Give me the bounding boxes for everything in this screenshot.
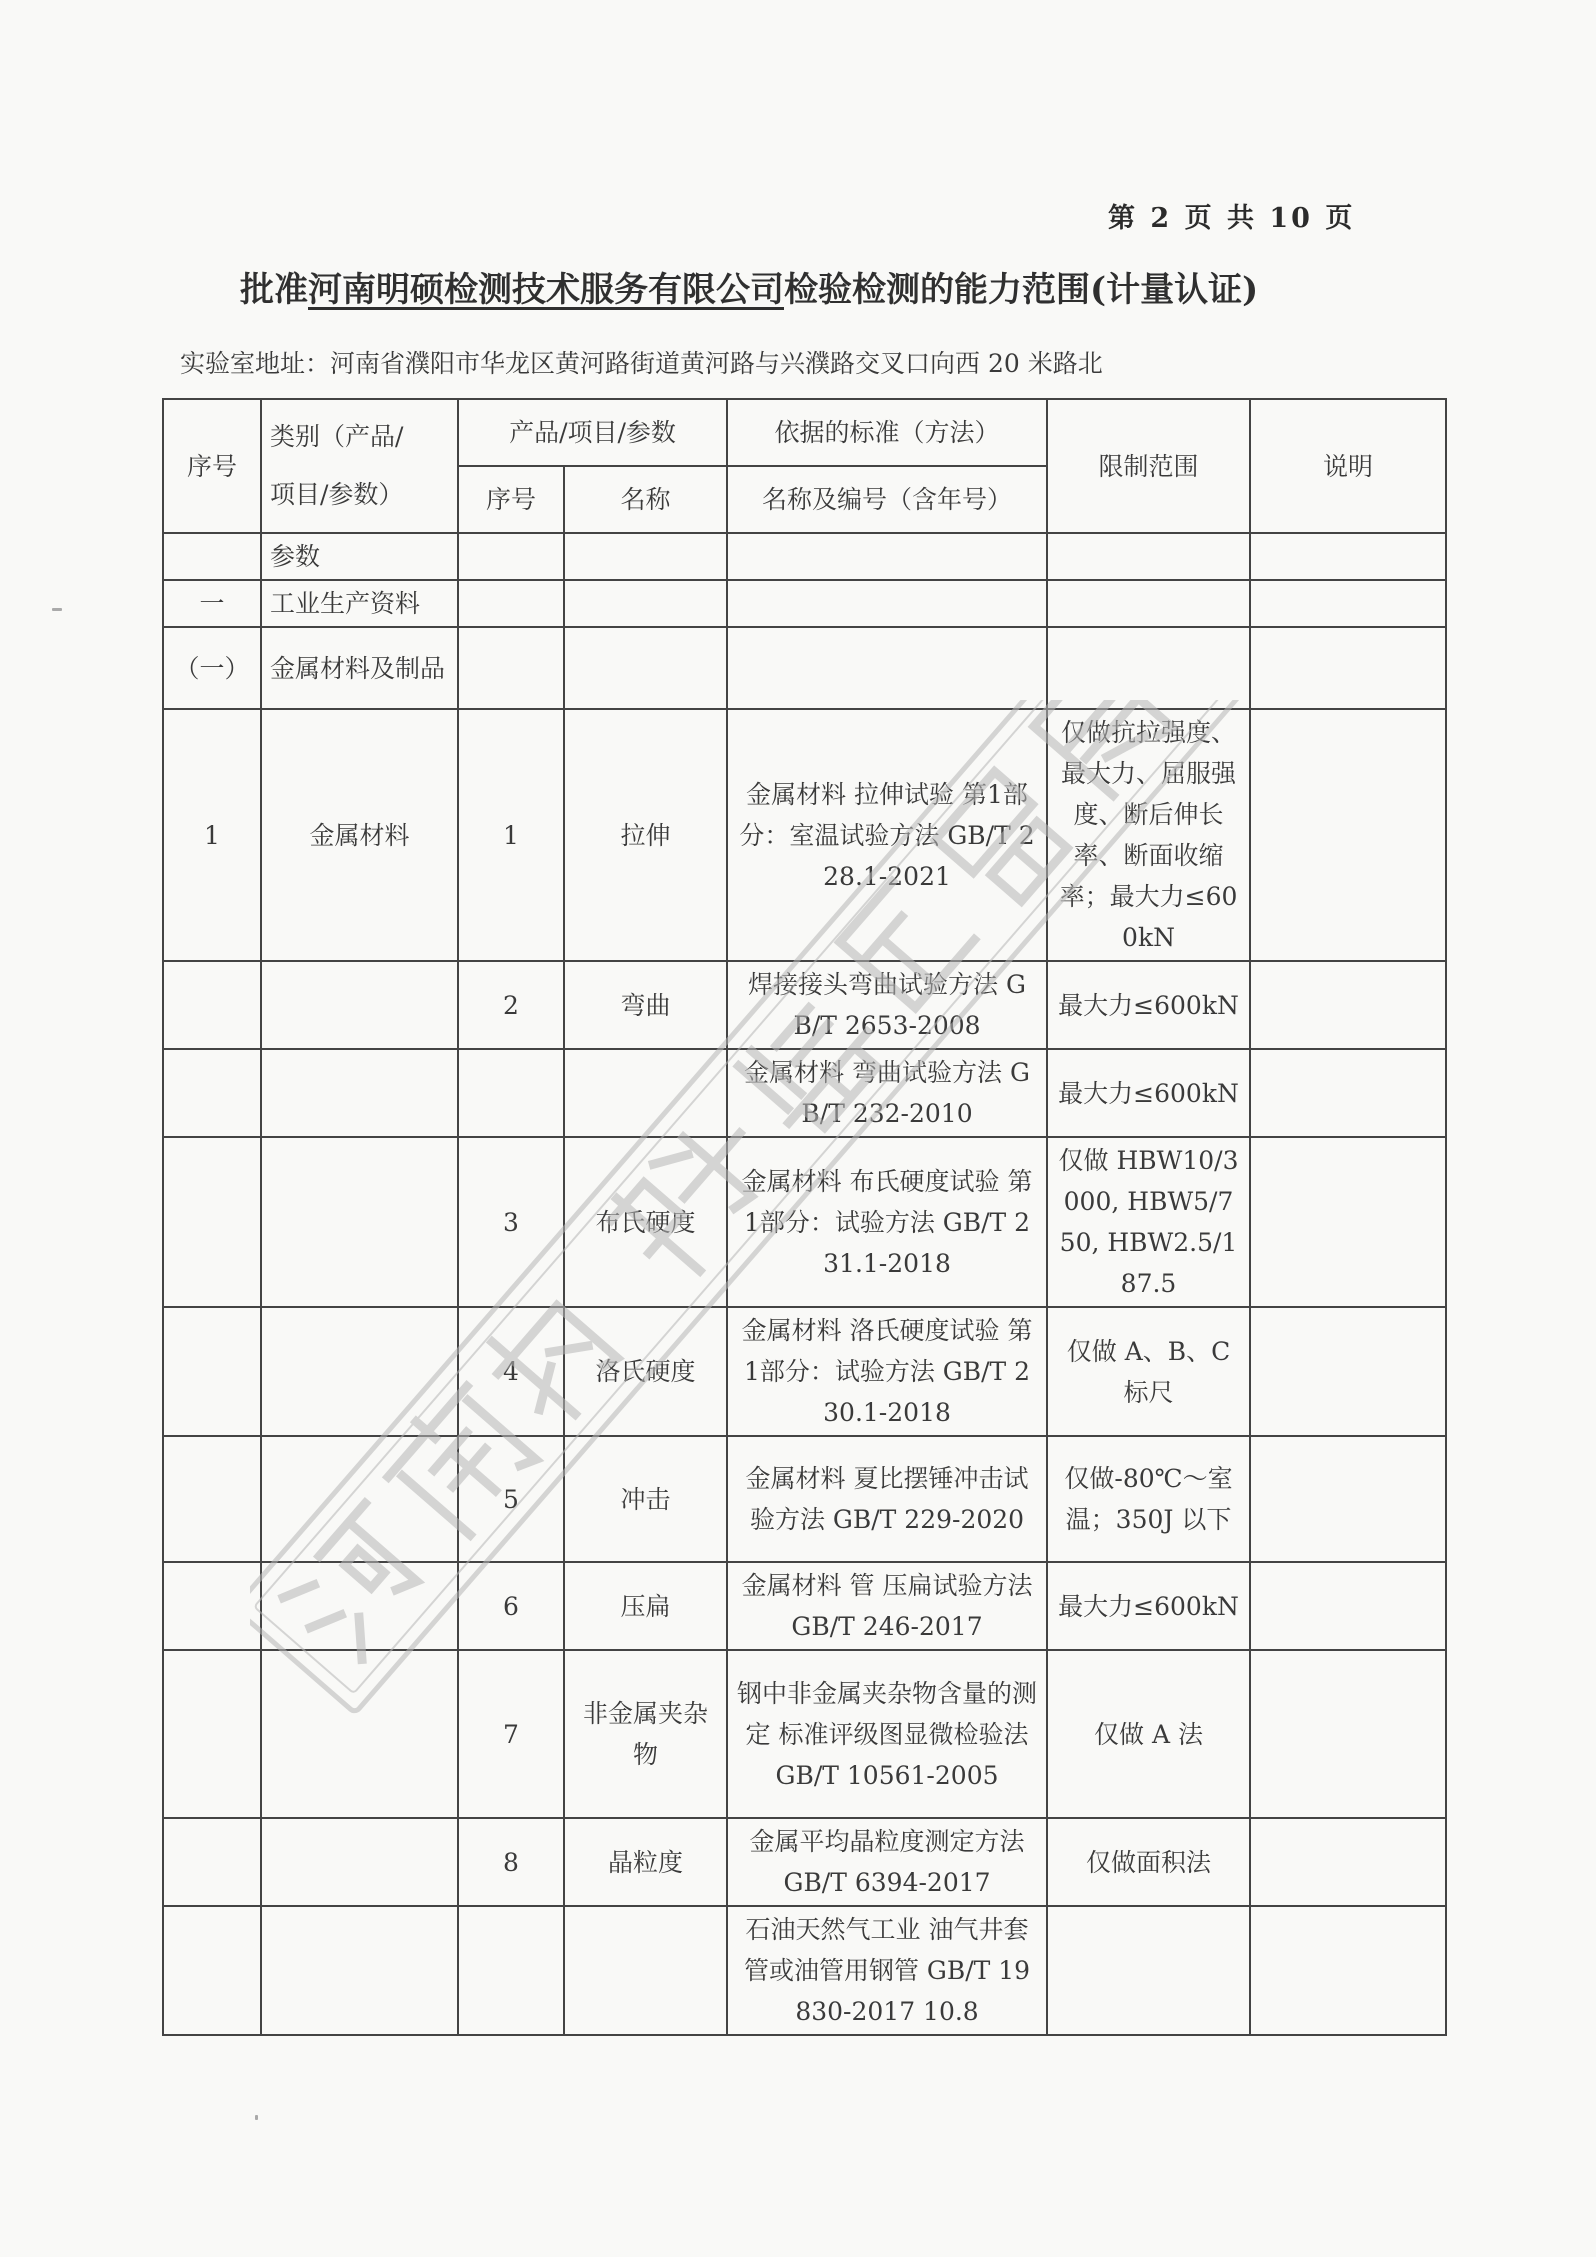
cell-sub-seq: 6: [458, 1562, 564, 1650]
cell-sub-seq: 3: [458, 1137, 564, 1307]
cell-note: [1250, 1049, 1446, 1137]
cell-category: 金属材料: [261, 709, 458, 961]
cell-standard: 金属材料 管 压扁试验方法 GB/T 246-2017: [727, 1562, 1047, 1650]
cell-sub-seq: [458, 1049, 564, 1137]
title-prefix: 批准: [240, 270, 308, 310]
cell-sub-seq: [458, 580, 564, 627]
cell-note: [1250, 709, 1446, 961]
cell-name: [564, 580, 727, 627]
header-note: 说明: [1250, 399, 1446, 533]
cell-limit: [1047, 580, 1250, 627]
cell-name: 晶粒度: [564, 1818, 727, 1906]
scan-speck: [255, 2115, 258, 2120]
cell-standard: 金属平均晶粒度测定方法 GB/T 6394-2017: [727, 1818, 1047, 1906]
cell-name: [564, 1049, 727, 1137]
cell-category: 工业生产资料: [261, 580, 458, 627]
cell-seq: [163, 1818, 261, 1906]
cell-seq: [163, 533, 261, 580]
cell-note: [1250, 1650, 1446, 1818]
cell-standard: 金属材料 夏比摆锤冲击试验方法 GB/T 229-2020: [727, 1436, 1047, 1562]
cell-seq: 1: [163, 709, 261, 961]
cell-seq: [163, 1650, 261, 1818]
cell-limit: 最大力≤600kN: [1047, 961, 1250, 1049]
table-row: [163, 961, 1446, 1049]
header-standard-line1: 依据的标准（方法）: [727, 399, 1047, 466]
cell-limit: 仅做面积法: [1047, 1818, 1250, 1906]
cell-limit: 仅做 HBW10/3000, HBW5/750, HBW2.5/187.5: [1047, 1137, 1250, 1307]
cell-sub-seq: [458, 533, 564, 580]
header-category-line1: 类别（产品/: [270, 422, 404, 451]
cell-sub-seq: 4: [458, 1307, 564, 1436]
cell-limit: 仅做抗拉强度、最大力、屈服强度、断后伸长率、断面收缩率；最大力≤600kN: [1047, 709, 1250, 961]
cell-sub-seq: 2: [458, 961, 564, 1049]
table-row: [163, 533, 1446, 580]
cell-limit: [1047, 533, 1250, 580]
cell-limit: 最大力≤600kN: [1047, 1562, 1250, 1650]
cell-name: 非金属夹杂物: [564, 1650, 727, 1818]
cell-name: 冲击: [564, 1436, 727, 1562]
table-row: [163, 1436, 1446, 1562]
cell-name: [564, 533, 727, 580]
cell-name: 弯曲: [564, 961, 727, 1049]
cell-seq: [163, 961, 261, 1049]
cell-category: [261, 1436, 458, 1562]
cell-limit: 最大力≤600kN: [1047, 1049, 1250, 1137]
table-row: [163, 1906, 1446, 2035]
cell-limit: [1047, 627, 1250, 709]
cell-name: [564, 1906, 727, 2035]
header-seq: 序号: [163, 399, 261, 533]
cell-standard: [727, 533, 1047, 580]
cell-sub-seq: [458, 627, 564, 709]
cell-sub-seq: 5: [458, 1436, 564, 1562]
cell-note: [1250, 1906, 1446, 2035]
capability-table: [162, 398, 1447, 2036]
cell-note: [1250, 627, 1446, 709]
cell-standard: [727, 580, 1047, 627]
cell-sub-seq: 8: [458, 1818, 564, 1906]
cell-standard: 钢中非金属夹杂物含量的测定 标准评级图显微检验法 GB/T 10561-2005: [727, 1650, 1047, 1818]
cell-category: [261, 961, 458, 1049]
cell-standard: [727, 627, 1047, 709]
cell-note: [1250, 1562, 1446, 1650]
header-category: [261, 399, 458, 533]
cell-category: [261, 1562, 458, 1650]
cell-note: [1250, 1436, 1446, 1562]
header-limit: 限制范围: [1047, 399, 1250, 533]
cell-seq: [163, 1307, 261, 1436]
cell-sub-seq: [458, 1906, 564, 2035]
lab-address: 实验室地址：河南省濮阳市华龙区黄河路街道黄河路与兴濮路交叉口向西 20 米路北: [180, 349, 1103, 378]
header-sub-name: 名称: [564, 466, 727, 533]
cell-seq: [163, 1906, 261, 2035]
document-title: [240, 262, 1400, 311]
scan-speck: [52, 608, 62, 611]
cell-seq: [163, 1562, 261, 1650]
cell-name: 压扁: [564, 1562, 727, 1650]
page-number: 第 2 页 共 10 页: [1108, 203, 1356, 234]
cell-category: 金属材料及制品: [261, 627, 458, 709]
header-product-group: 产品/项目/参数: [458, 399, 727, 466]
cell-name: 洛氏硬度: [564, 1307, 727, 1436]
cell-name: 布氏硬度: [564, 1137, 727, 1307]
cell-sub-seq: 1: [458, 709, 564, 961]
cell-seq: [163, 1137, 261, 1307]
cell-limit: [1047, 1906, 1250, 2035]
cell-sub-seq: 7: [458, 1650, 564, 1818]
cell-limit: 仅做-80℃～室温；350J 以下: [1047, 1436, 1250, 1562]
table-row: [163, 709, 1446, 961]
cell-category: [261, 1307, 458, 1436]
cell-seq: （一）: [163, 627, 261, 709]
cell-name: [564, 627, 727, 709]
header-sub-seq: 序号: [458, 466, 564, 533]
table-row: [163, 1562, 1446, 1650]
table-row: [163, 580, 1446, 627]
cell-standard: 金属材料 布氏硬度试验 第1部分：试验方法 GB/T 231.1-2018: [727, 1137, 1047, 1307]
header-category-line2: 项目/参数）: [270, 480, 404, 509]
cell-seq: [163, 1049, 261, 1137]
cell-note: [1250, 1818, 1446, 1906]
cell-category: [261, 1137, 458, 1307]
header-row-1: [163, 399, 1446, 466]
table-row: [163, 627, 1446, 709]
cell-standard: 焊接接头弯曲试验方法 GB/T 2653-2008: [727, 961, 1047, 1049]
title-suffix: 检验检测的能力范围(计量认证): [784, 270, 1259, 310]
cell-category: [261, 1906, 458, 2035]
cell-limit: 仅做 A、B、C 标尺: [1047, 1307, 1250, 1436]
cell-seq: [163, 1436, 261, 1562]
header-standard-line2: 名称及编号（含年号）: [727, 466, 1047, 533]
cell-note: [1250, 1307, 1446, 1436]
cell-note: [1250, 1137, 1446, 1307]
cell-standard: 石油天然气工业 油气井套管或油管用钢管 GB/T 19830-2017 10.8: [727, 1906, 1047, 2035]
title-organization: 河南明硕检测技术服务有限公司: [308, 270, 784, 310]
cell-standard: 金属材料 拉伸试验 第1部分：室温试验方法 GB/T 228.1-2021: [727, 709, 1047, 961]
cell-category: [261, 1818, 458, 1906]
cell-category: 参数: [261, 533, 458, 580]
cell-category: [261, 1650, 458, 1818]
table-row: [163, 1307, 1446, 1436]
cell-limit: 仅做 A 法: [1047, 1650, 1250, 1818]
cell-note: [1250, 580, 1446, 627]
table-row: [163, 1049, 1446, 1137]
cell-standard: 金属材料 弯曲试验方法 GB/T 232-2010: [727, 1049, 1047, 1137]
cell-note: [1250, 961, 1446, 1049]
cell-category: [261, 1049, 458, 1137]
table-row: [163, 1650, 1446, 1818]
cell-note: [1250, 533, 1446, 580]
table-row: [163, 1818, 1446, 1906]
table-row: [163, 1137, 1446, 1307]
cell-name: 拉伸: [564, 709, 727, 961]
cell-seq: 一: [163, 580, 261, 627]
cell-standard: 金属材料 洛氏硬度试验 第1部分：试验方法 GB/T 230.1-2018: [727, 1307, 1047, 1436]
